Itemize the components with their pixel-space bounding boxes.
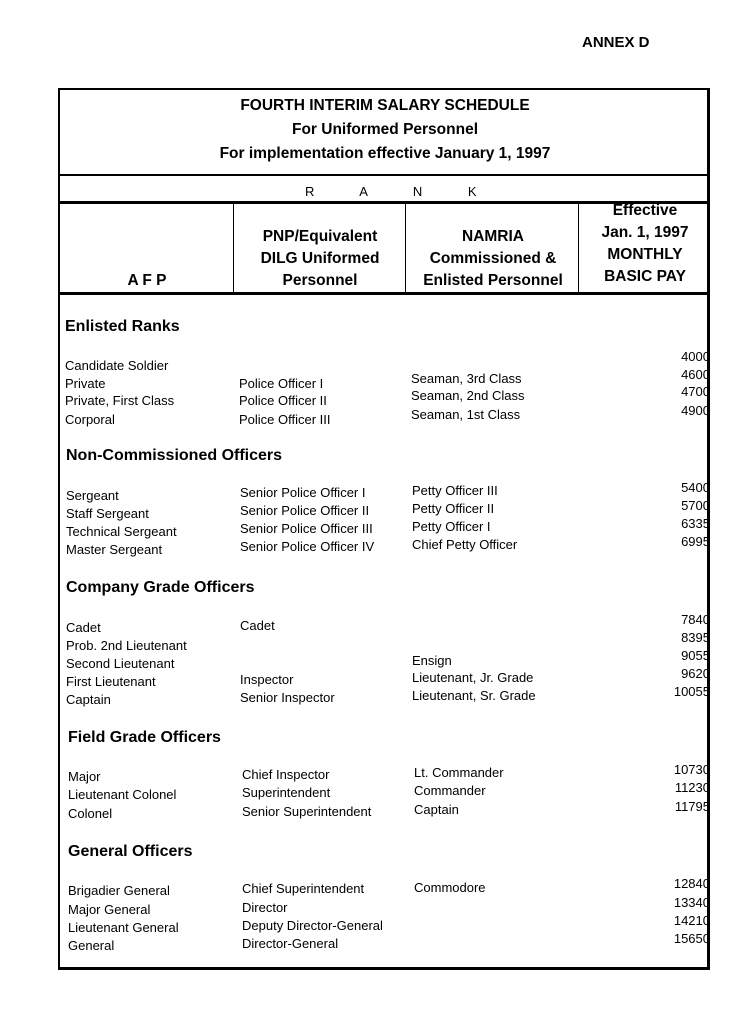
table-row	[65, 367, 710, 392]
afp-rank: Major	[68, 769, 101, 784]
table-row	[68, 931, 710, 954]
table-row	[66, 534, 710, 558]
namria-rank: Chief Petty Officer	[412, 537, 518, 552]
afp-rank: Technical Sergeant	[66, 524, 177, 539]
namria-rank: Lieutenant, Sr. Grade	[412, 688, 536, 703]
basic-pay: 12840	[673, 876, 710, 891]
pnp-rank: Senior Police Officer II	[240, 503, 370, 518]
namria-rank: Commander	[414, 783, 486, 798]
annex-label: ANNEX D	[582, 34, 650, 51]
afp-rank: Second Lieutenant	[66, 656, 175, 671]
table-row	[68, 799, 710, 822]
pnp-rank: Director	[242, 900, 288, 915]
afp-rank: General	[68, 938, 115, 953]
rank-header: R A N K	[305, 184, 498, 199]
table-row	[66, 648, 710, 672]
afp-rank: Major General	[68, 902, 151, 917]
table-row	[66, 630, 710, 654]
pnp-rank: Police Officer III	[239, 412, 331, 427]
basic-pay: 9620	[681, 666, 710, 681]
column-divider	[578, 204, 579, 294]
afp-rank: Lieutenant General	[68, 920, 179, 935]
table-row	[66, 480, 710, 504]
table-row	[68, 876, 710, 899]
basic-pay: 4700	[681, 384, 710, 399]
col-header-pnp	[236, 226, 404, 292]
basic-pay: 4900	[681, 403, 710, 418]
table-row	[68, 913, 710, 936]
afp-rank: Staff Sergeant	[66, 506, 149, 521]
table-row	[66, 684, 710, 708]
pnp-rank: Senior Superintendent	[242, 804, 372, 819]
basic-pay: 10055	[673, 684, 710, 699]
pnp-rank: Director-General	[242, 936, 339, 951]
namria-rank: Petty Officer I	[412, 519, 491, 534]
namria-rank: Lieutenant, Jr. Grade	[412, 670, 534, 685]
table-row	[68, 780, 710, 803]
section-title: Enlisted Ranks	[65, 318, 180, 335]
afp-rank: First Lieutenant	[66, 674, 156, 689]
col-header-namria	[408, 226, 578, 292]
basic-pay: 5400	[681, 480, 710, 495]
afp-rank: Private, First Class	[65, 393, 175, 408]
table-row	[65, 384, 710, 409]
pnp-rank: Senior Police Officer III	[240, 521, 373, 536]
section-title: Company Grade Officers	[66, 579, 255, 596]
col-header-afp	[62, 270, 232, 292]
afp-rank: Private	[65, 376, 106, 391]
afp-rank: Master Sergeant	[66, 542, 163, 557]
basic-pay: 5700	[681, 498, 710, 513]
basic-pay: 6995	[681, 534, 710, 549]
col-header-line: DILG Uniformed	[260, 250, 380, 267]
table-row	[66, 666, 710, 690]
afp-rank: Brigadier General	[68, 883, 170, 898]
basic-pay: 15650	[673, 931, 710, 946]
pnp-rank: Police Officer II	[239, 393, 327, 408]
basic-pay: 13340	[673, 895, 710, 910]
pnp-rank: Cadet	[240, 618, 275, 633]
pnp-rank: Superintendent	[242, 785, 331, 800]
divider	[60, 292, 710, 295]
namria-rank: Seaman, 3rd Class	[411, 371, 522, 386]
table-row	[66, 516, 710, 540]
schedule-effectivity: For implementation effective January 1, 1997	[219, 145, 551, 162]
namria-rank: Seaman, 2nd Class	[411, 388, 525, 403]
afp-rank: Colonel	[68, 806, 113, 821]
pnp-rank: Police Officer I	[239, 376, 324, 391]
afp-rank: Sergeant	[66, 488, 119, 503]
col-header-line: BASIC PAY	[604, 268, 686, 285]
table-row	[66, 612, 710, 636]
col-header-line: PNP/Equivalent	[262, 228, 378, 245]
pnp-rank: Chief Superintendent	[242, 881, 365, 896]
basic-pay: 4000	[681, 349, 710, 364]
divider	[60, 174, 710, 176]
namria-rank: Captain	[414, 802, 459, 817]
afp-rank: Cadet	[66, 620, 101, 635]
afp-rank: Corporal	[65, 412, 115, 427]
afp-rank: Prob. 2nd Lieutenant	[66, 638, 187, 653]
pnp-rank: Senior Police Officer I	[240, 485, 366, 500]
pnp-rank: Chief Inspector	[242, 767, 330, 782]
col-header-line: NAMRIA	[462, 228, 524, 245]
basic-pay: 7840	[681, 612, 710, 627]
afp-rank: Candidate Soldier	[65, 358, 169, 373]
col-header-line: Enlisted Personnel	[423, 272, 563, 289]
col-header-line: Commissioned &	[429, 250, 557, 267]
table-row	[68, 762, 710, 785]
table-row	[65, 403, 710, 428]
table-row	[66, 498, 710, 522]
col-header-line: MONTHLY	[607, 246, 683, 263]
pnp-rank: Inspector	[240, 672, 294, 687]
basic-pay: 4600	[681, 367, 710, 382]
col-header-line: Jan. 1, 1997	[601, 224, 689, 241]
basic-pay: 11230	[674, 780, 710, 795]
namria-rank: Lt. Commander	[414, 765, 504, 780]
namria-rank: Ensign	[412, 653, 452, 668]
namria-rank: Commodore	[414, 880, 486, 895]
schedule-subtitle: For Uniformed Personnel	[291, 121, 479, 138]
col-header-pay	[581, 200, 709, 288]
col-header-line: Effective	[612, 202, 678, 219]
afp-rank: Lieutenant Colonel	[68, 787, 177, 802]
pnp-rank: Deputy Director-General	[242, 918, 383, 933]
col-header-line: Personnel	[282, 272, 358, 289]
namria-rank: Petty Officer III	[412, 483, 498, 498]
section-title: Non-Commissioned Officers	[66, 447, 283, 464]
table-row	[68, 895, 710, 918]
table-row	[65, 349, 710, 374]
basic-pay: 11795	[674, 799, 710, 814]
col-header-afp-text: A F P	[127, 272, 167, 289]
pnp-rank: Senior Police Officer IV	[240, 539, 375, 554]
schedule-title: FOURTH INTERIM SALARY SCHEDULE	[240, 97, 530, 114]
namria-rank: Seaman, 1st Class	[411, 407, 521, 422]
basic-pay: 14210	[673, 913, 710, 928]
basic-pay: 9055	[681, 648, 710, 663]
namria-rank: Petty Officer II	[412, 501, 495, 516]
column-divider	[405, 204, 406, 294]
pnp-rank: Senior Inspector	[240, 690, 335, 705]
basic-pay: 10730	[673, 762, 710, 777]
basic-pay: 6335	[681, 516, 710, 531]
section-title: General Officers	[68, 843, 193, 860]
basic-pay: 8395	[681, 630, 710, 645]
afp-rank: Captain	[66, 692, 111, 707]
column-divider	[233, 204, 234, 294]
section-title: Field Grade Officers	[68, 729, 221, 746]
